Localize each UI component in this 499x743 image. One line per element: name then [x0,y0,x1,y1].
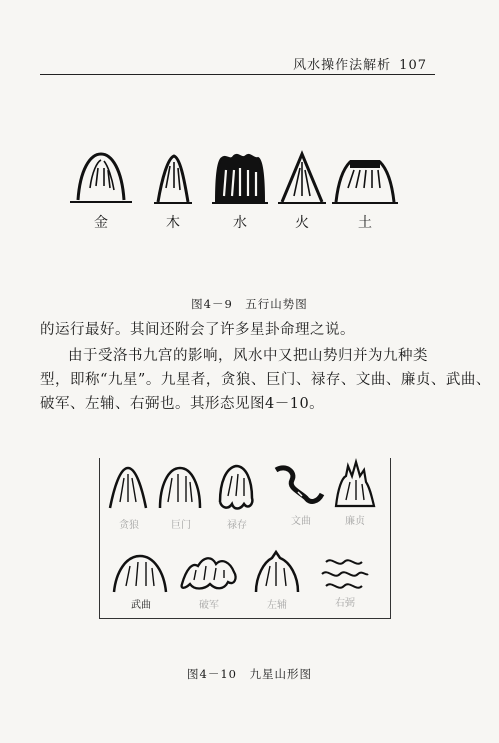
label-water: 水 [233,215,247,231]
zuofu-mountain-icon [256,552,298,592]
label-metal: 金 [94,215,108,231]
label-earth: 土 [358,215,372,231]
paragraph-line-1: 的运行最好。其间还附会了许多星卦命理之说。 [40,322,355,338]
jumen-mountain-icon [160,468,200,508]
paragraph-line-3: 型，即称“九星”。九星者，贪狼、巨门、禄存、文曲、廉贞、武曲、 [40,372,491,388]
label-youbi: 右弼 [335,598,355,609]
metal-mountain-icon [70,154,132,202]
label-lianzhen: 廉贞 [345,516,365,527]
tanlang-mountain-icon [110,468,146,508]
nine-stars-figure [99,458,391,619]
label-pojun: 破军 [199,600,219,611]
page-header [40,50,435,75]
page-number: 107 [399,58,427,73]
water-mountain-icon [212,155,268,203]
pojun-mountain-icon [182,558,236,588]
label-wuqu: 武曲 [131,600,151,611]
label-jumen: 巨门 [171,520,191,531]
wuqu-mountain-icon [114,556,166,592]
label-zuofu: 左辅 [267,600,287,611]
fire-mountain-icon [278,154,326,203]
paragraph-line-4: 破军、左辅、右弼也。其形态见图4－10。 [40,396,325,412]
label-fire: 火 [295,215,309,231]
figure-4-9-caption: 图4－9 五行山势图 [191,297,308,311]
label-wenqu: 文曲 [291,516,311,527]
five-elements-figure [70,148,400,238]
lianzhen-mountain-icon [336,462,374,506]
label-tanlang: 贪狼 [119,520,139,531]
wood-mountain-icon [154,156,192,203]
label-lucun: 禄存 [227,520,247,531]
lucun-mountain-icon [220,466,252,509]
wenqu-mountain-icon [276,468,322,502]
youbi-waves-icon [322,560,368,587]
label-wood: 木 [166,215,180,231]
figure-4-10-caption: 图4－10 九星山形图 [187,667,312,681]
paragraph-line-2: 由于受洛书九宫的影响，风水中又把山势归并为九种类 [68,348,428,364]
five-elements-drawing [70,148,400,218]
book-title: 风水操作法解析 [293,58,392,73]
earth-mountain-icon [332,160,398,203]
header-text [293,54,427,73]
